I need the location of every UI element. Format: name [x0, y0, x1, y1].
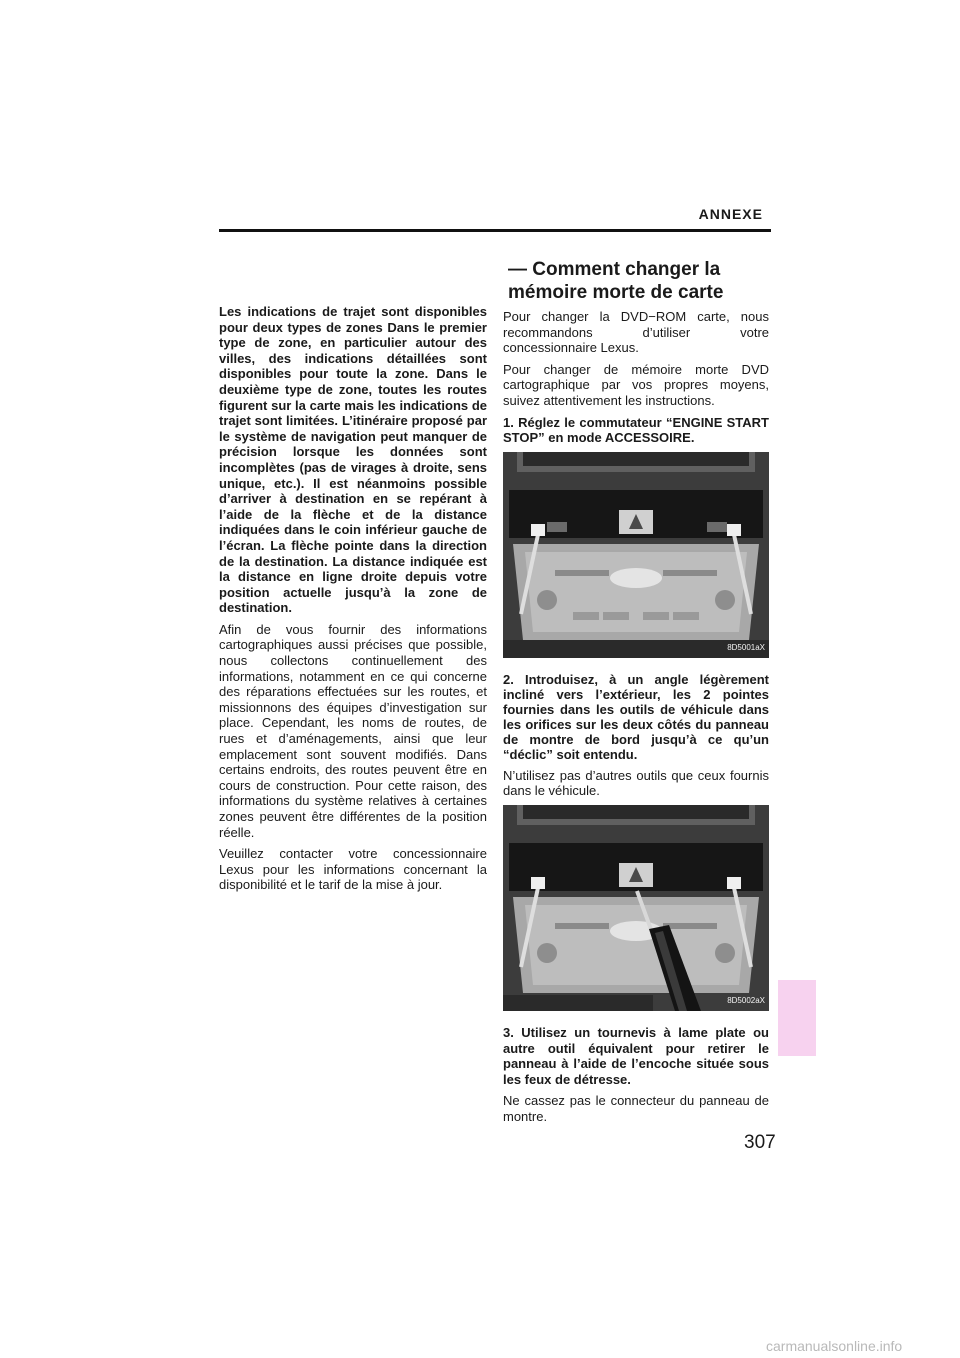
step-2: 2. Introduisez, à un angle légèrement incliné vers l’extérieur, les 2 pointes fournies dans les outils de véhicule dans les orifices sur les deux côtés du panneau de montre de bord jusqu’à ce qu’un “déclic” soit entendu. — [503, 671, 769, 762]
chapter-side-tab — [778, 980, 816, 1056]
dashboard-photo-pins — [503, 452, 769, 658]
section-title — [508, 258, 778, 304]
dealer-contact-paragraph: Veuillez contacter votre concessionnaire Lexus pour les informations concernant la disponibilité et le tarif de la mise à jour. — [219, 846, 487, 893]
page-number: 307 — [744, 1132, 776, 1153]
dashboard-panel-illustration-1 — [503, 452, 769, 658]
section-header: ANNEXE — [698, 206, 763, 222]
intro-paragraph-1: Pour changer la DVD−ROM carte, nous recommandons d’utiliser votre concessionnaire Lexus. — [503, 309, 769, 356]
route-guidance-paragraph: Les indications de trajet sont disponibles pour deux types de zones Dans le premier type de zone, en particulier autour des villes, des indications détaillées sont disponibles pour toute la zone. Dans le deuxième type de zone, toutes les routes figurent sur la carte mais les indications de trajet sont limitées. L’itinéraire proposé par le système de navigation peut manquer de précision lorsque les données sont incomplètes (pas de virages à droite, sens unique, etc.). Il est néanmoins possible d’arriver à destination en se repérant à l’aide de la flèche et de la distance indiquées dans le coin inférieur gauche de l’écran. La flèche pointe dans la direction de la destination. La distance indiquée est la distance en ligne droite depuis votre position actuelle jusqu’à la zone de destination. — [219, 304, 487, 616]
step-2-note: N’utilisez pas d’autres outils que ceux fournis dans le véhicule. — [503, 767, 769, 799]
left-column — [219, 304, 487, 899]
step-1: 1. Réglez le commutateur “ENGINE START STOP” en mode ACCESSOIRE. — [503, 414, 769, 446]
section-title-line-2: mémoire morte de carte — [508, 282, 724, 303]
section-title-line-1: — Comment changer la — [508, 259, 721, 280]
image-code-2: 8D5002aX — [727, 996, 765, 1006]
image-code-1: 8D5001aX — [727, 643, 765, 653]
step-3: 3. Utilisez un tournevis à lame plate ou autre outil équivalent pour retirer le panneau à l’aide de l’encoche située sous les feux de détresse. — [503, 1024, 769, 1087]
right-column — [503, 309, 769, 1131]
intro-paragraph-2: Pour changer de mémoire morte DVD cartographique par vos propres moyens, suivez attentivement les instructions. — [503, 361, 769, 408]
step-3-note: Ne cassez pas le connecteur du panneau de montre. — [503, 1093, 769, 1124]
dashboard-panel-illustration-2 — [503, 805, 769, 1011]
dashboard-photo-screwdriver — [503, 805, 769, 1011]
map-data-paragraph: Afin de vous fournir des informations cartographiques aussi précises que possible, nous collectons continuellement des informations, notamment en ce qui concerne des réparations effectuées sur les routes, et missionnons des équipes d’investigation sur place. Cependant, les noms de routes, de rues et d’aménagements, ainsi que leur emplacement sont souvent modifiés. Dans certains endroits, des routes peuvent être en cours de construction. Pour cette raison, des informations du système relatives à certaines zones peuvent être différentes de la position réelle. — [219, 621, 487, 840]
watermark: carmanualsonline.info — [766, 1338, 903, 1354]
header-rule — [219, 229, 771, 232]
